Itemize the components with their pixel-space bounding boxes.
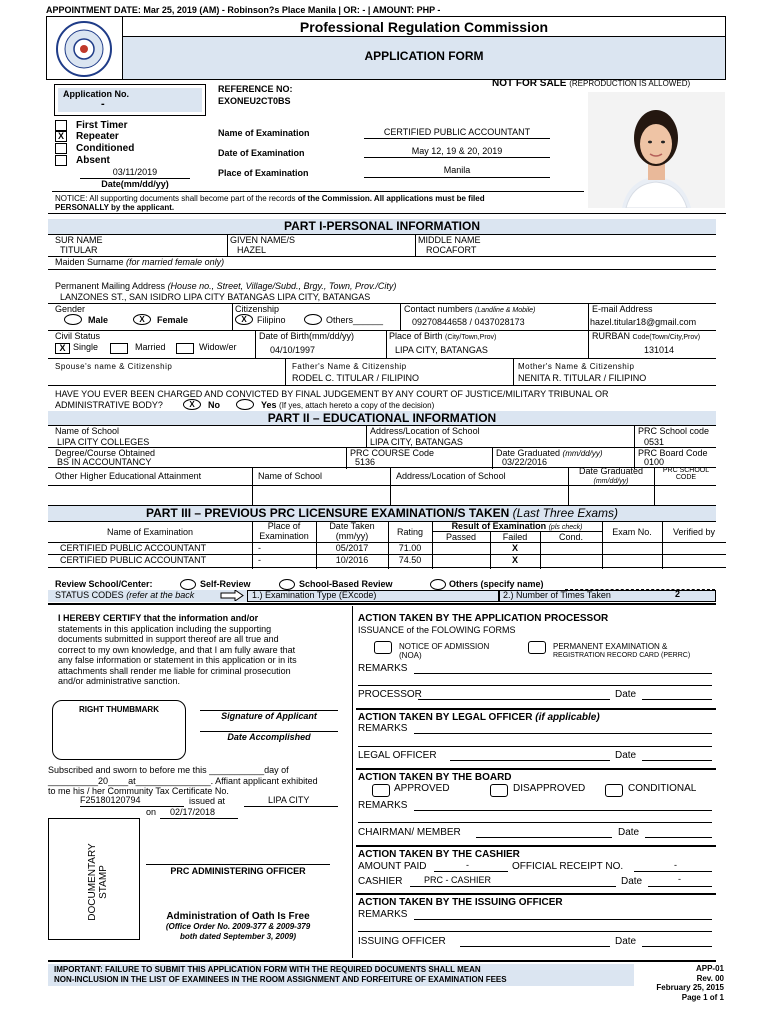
reference-value: EXONEU2CT0BS bbox=[218, 96, 291, 106]
school-address-label: Address/Location of School bbox=[370, 426, 480, 436]
not-for-sale-note: NOT FOR SALE (REPRODUCTION IS ALLOWED) bbox=[492, 78, 691, 89]
p3-row2-date: 10/2016 bbox=[335, 555, 369, 565]
appointment-line: APPOINTMENT DATE: Mar 25, 2019 (AM) - Robinson?s Place Manila | OR: - | AMOUNT: PHP - bbox=[46, 5, 441, 15]
other-education-label: Other Higher Educational Attainment bbox=[55, 471, 202, 481]
degree-value: BS IN ACCOUNTANCY bbox=[57, 457, 152, 467]
application-no-label: Application No. bbox=[63, 89, 129, 99]
official-receipt-label: OFFICIAL RECEIPT NO. bbox=[512, 861, 624, 872]
other-address-label: Address/Location of School bbox=[396, 471, 506, 481]
mailing-address-label: Permanent Mailing Address (House no., Street, Village/Subd., Brgy., Town, Prov./City) bbox=[55, 281, 397, 291]
amount-paid-value: - bbox=[466, 860, 469, 870]
citizenship-others-label: Others______ bbox=[326, 315, 384, 325]
arrow-right-icon bbox=[220, 590, 244, 601]
other-grad-label: Date Graduated (mm/dd/yy) bbox=[578, 466, 644, 485]
p3-header-date: Date Taken (mm/yy) bbox=[329, 521, 375, 541]
noa-checkbox[interactable] bbox=[374, 641, 392, 654]
issued-place: LIPA CITY bbox=[268, 795, 310, 805]
disapproved-checkbox[interactable] bbox=[490, 784, 508, 797]
p3-header-failed: Failed bbox=[502, 532, 528, 542]
rurban-value: 131014 bbox=[644, 345, 675, 355]
applicant-photo bbox=[588, 92, 725, 208]
civil-single-label: Single bbox=[73, 342, 99, 352]
repeater-label: Repeater bbox=[76, 131, 119, 142]
approved-label: APPROVED bbox=[394, 783, 450, 794]
dob-label: Date of Birth(mm/dd/yy) bbox=[259, 331, 355, 341]
other-school-code-label: PRC SCHOOL CODE bbox=[662, 467, 710, 481]
reference-label: REFERENCE NO: bbox=[218, 84, 293, 94]
gender-label: Gender bbox=[55, 304, 86, 314]
p3-header-place: Place of Examination bbox=[259, 521, 309, 541]
mailing-address-value: LANZONES ST., SAN ISIDRO LIPA CITY BATANGAS LIPA CITY, BATANGAS bbox=[60, 292, 371, 302]
charged-no-radio[interactable]: X bbox=[183, 399, 201, 410]
form-title: APPLICATION FORM bbox=[364, 49, 484, 63]
part3-title: PART III – PREVIOUS PRC LICENSURE EXAMINATION/S TAKEN (Last Three Exams) bbox=[48, 506, 716, 521]
prc-seal-icon bbox=[52, 20, 116, 78]
date-accomplished-label: Date Accomplished bbox=[227, 732, 311, 742]
processor-label: PROCESSOR bbox=[358, 689, 422, 700]
processor-remarks-label: REMARKS bbox=[358, 663, 408, 674]
exam-date-label: Date of Examination bbox=[218, 148, 305, 158]
gender-male-label: Male bbox=[88, 315, 109, 325]
perrc-label: PERMANENT EXAMINATION & REGISTRATION RECORD CARD (PERRC) bbox=[553, 642, 691, 659]
surname-value: TITULAR bbox=[60, 245, 98, 255]
p3-header-result: Result of Examination (pls check) bbox=[451, 521, 583, 531]
citizenship-filipino-radio[interactable]: X bbox=[235, 314, 253, 325]
cashier-date-label: Date bbox=[621, 876, 643, 887]
pob-value: LIPA CITY, BATANGAS bbox=[395, 345, 488, 355]
charged-no-label: No bbox=[208, 400, 220, 410]
p3-header-verified: Verified by bbox=[672, 527, 716, 537]
issuing-section-title: ACTION TAKEN BY THE ISSUING OFFICER bbox=[358, 897, 563, 908]
important-notice: IMPORTANT: FAILURE TO SUBMIT THIS APPLICATION FORM WITH THE REQUIRED DOCUMENTS SHALL MEAN NON-INCLUSION IN THE LIST OF EXAMINEES IN THE ROOM ASSIGNMENT AND FORFEITURE OF EXAMINATION FEES bbox=[54, 965, 507, 984]
cashier-date-value: - bbox=[678, 874, 681, 884]
application-no-value: - bbox=[101, 98, 105, 110]
on-date: 02/17/2018 bbox=[170, 807, 216, 817]
civil-married-label: Married bbox=[135, 342, 166, 352]
thumbmark-label: RIGHT THUMBMARK bbox=[79, 705, 159, 714]
chairman-label: CHAIRMAN/ MEMBER bbox=[358, 827, 461, 838]
course-code-label: PRC COURSE Code bbox=[350, 448, 435, 458]
mother-value: NENITA R. TITULAR / FILIPINO bbox=[518, 373, 647, 383]
issuing-date-label: Date bbox=[615, 936, 637, 947]
absent-label: Absent bbox=[76, 155, 110, 166]
conditioned-label: Conditioned bbox=[76, 143, 135, 154]
noa-label: NOTICE OF ADMISSION (NOA) bbox=[399, 642, 490, 660]
self-review-label: Self-Review bbox=[200, 579, 251, 589]
civil-single-checkbox[interactable]: X bbox=[55, 343, 70, 354]
father-label: Father's Name & Citizenship bbox=[292, 362, 407, 371]
charged-question-line2: ADMINISTRATIVE BODY? bbox=[55, 400, 163, 410]
administering-officer-label: PRC ADMINISTERING OFFICER bbox=[170, 866, 306, 876]
gender-female-radio[interactable]: X bbox=[133, 314, 151, 325]
other-school-label: Name of School bbox=[258, 471, 323, 481]
contact-label: Contact numbers (Landline & Mobile) bbox=[404, 304, 536, 314]
issued-at-label: issued at bbox=[189, 796, 226, 806]
notice-text: NOTICE: All supporting documents shall become part of the records of the Commission. All applications must be filed PERSONALLY by the applicant. bbox=[55, 194, 485, 212]
board-code-value: 0100 bbox=[644, 457, 665, 467]
on-label: on bbox=[146, 807, 157, 817]
mother-label: Mother's Name & Citizenship bbox=[518, 362, 635, 371]
date-filed-label: Date(mm/dd/yy) bbox=[101, 179, 169, 189]
board-code-label: PRC Board Code bbox=[638, 448, 708, 458]
amount-paid-label: AMOUNT PAID bbox=[358, 861, 427, 872]
p3-row1-failed: X bbox=[511, 543, 518, 553]
times-taken-value: 2 bbox=[675, 589, 681, 599]
charged-yes-radio[interactable] bbox=[236, 399, 254, 410]
ctc-number: F25180120794 bbox=[80, 795, 141, 805]
part1-title: PART I-PERSONAL INFORMATION bbox=[48, 219, 716, 234]
civil-married-checkbox[interactable] bbox=[110, 343, 128, 354]
given-name-value: HAZEL bbox=[237, 245, 267, 255]
office-order-note: (Office Order No. 2009-377 & 2009-379 both dated September 3, 2009) bbox=[165, 922, 311, 941]
status-codes-label: STATUS CODES (refer at the back bbox=[55, 590, 195, 600]
school-code-value: 0531 bbox=[644, 437, 665, 447]
part2-title: PART II – EDUCATIONAL INFORMATION bbox=[48, 411, 716, 425]
date-graduated-value: 03/22/2016 bbox=[502, 457, 548, 467]
surname-label: SUR NAME bbox=[55, 235, 103, 245]
email-value: hazel.titular18@gmail.com bbox=[590, 317, 697, 327]
cashier-value: PRC - CASHIER bbox=[424, 875, 492, 885]
legal-remarks-label: REMARKS bbox=[358, 723, 408, 734]
signature-label: Signature of Applicant bbox=[221, 711, 317, 721]
processor-section-title: ACTION TAKEN BY THE APPLICATION PROCESSOR bbox=[358, 613, 609, 624]
absent-checkbox[interactable] bbox=[55, 155, 67, 166]
exam-place-label: Place of Examination bbox=[218, 168, 309, 178]
p3-header-cond: Cond. bbox=[558, 532, 584, 542]
gender-male-radio[interactable] bbox=[64, 314, 82, 325]
issuance-label: ISSUANCE of the FOLOWING FORMS bbox=[358, 625, 516, 635]
self-review-radio[interactable] bbox=[180, 579, 196, 590]
cashier-section-title: ACTION TAKEN BY THE CASHIER bbox=[358, 849, 520, 860]
date-graduated-label: Date Graduated (mm/dd/yy) bbox=[496, 448, 603, 458]
civil-status-label: Civil Status bbox=[55, 331, 101, 341]
times-taken-label: 2.) Number of Times Taken bbox=[503, 590, 611, 600]
approved-checkbox[interactable] bbox=[372, 784, 390, 797]
others-review-radio[interactable] bbox=[430, 579, 446, 590]
official-receipt-value: - bbox=[674, 860, 677, 870]
commission-title: Professional Regulation Commission bbox=[299, 19, 549, 35]
p3-row1-place: - bbox=[258, 543, 261, 553]
pob-label: Place of Birth (City/Town,Prov) bbox=[389, 331, 497, 341]
processor-date-label: Date bbox=[615, 689, 637, 700]
citizenship-filipino-label: Filipino bbox=[257, 315, 286, 325]
chairman-date-label: Date bbox=[618, 827, 640, 838]
cashier-label: CASHIER bbox=[358, 876, 403, 887]
p3-row1-name: CERTIFIED PUBLIC ACCOUNTANT bbox=[60, 543, 207, 553]
form-code-block: APP-01 Rev. 00 February 25, 2015 Page 1 of 1 bbox=[656, 964, 724, 1002]
p3-header-passed: Passed bbox=[445, 532, 477, 542]
exam-date-value: May 12, 19 & 20, 2019 bbox=[411, 146, 503, 156]
issuing-officer-label: ISSUING OFFICER bbox=[358, 936, 446, 947]
conditional-checkbox[interactable] bbox=[605, 784, 623, 797]
certification-text: I HEREBY CERTIFY that the information and/or statements in this application including the supporting documents submitted in support thereof are all true and correct to my own knowledge, and that I am fully aware that any false information or statement in this application or in its attachments shall render me liable for criminal prosecution and/or administrative sanction. bbox=[58, 613, 297, 686]
civil-widow-label: Widow/er bbox=[199, 342, 237, 352]
p3-header-name: Name of Examination bbox=[106, 527, 194, 537]
middle-name-value: ROCAFORT bbox=[426, 245, 477, 255]
others-review-label: Others (specify name) bbox=[449, 579, 544, 589]
spouse-label: Spouse's name & Citizenship bbox=[55, 362, 173, 371]
degree-label: Degree/Course Obtained bbox=[55, 448, 156, 458]
school-label: Name of School bbox=[55, 426, 120, 436]
email-label: E-mail Address bbox=[592, 304, 653, 314]
legal-section-title: ACTION TAKEN BY LEGAL OFFICER (if applicable) bbox=[358, 712, 600, 723]
course-code-value: 5136 bbox=[355, 457, 376, 467]
p3-row1-rating: 71.00 bbox=[398, 543, 422, 553]
p3-row2-rating: 74.50 bbox=[398, 555, 422, 565]
gender-female-label: Female bbox=[157, 315, 189, 325]
first-timer-label: First Timer bbox=[76, 120, 128, 131]
dob-value: 04/10/1997 bbox=[270, 345, 316, 355]
board-remarks-label: REMARKS bbox=[358, 800, 408, 811]
conditional-label: CONDITIONAL bbox=[628, 783, 697, 794]
documentary-stamp-label: DOCUMENTARY STAMP bbox=[87, 843, 109, 921]
p3-row2-place: - bbox=[258, 555, 261, 565]
school-based-radio[interactable] bbox=[279, 579, 295, 590]
p3-row2-name: CERTIFIED PUBLIC ACCOUNTANT bbox=[60, 555, 207, 565]
exam-place-value: Manila bbox=[443, 165, 471, 175]
charged-yes-label: Yes (If yes, attach hereto a copy of the decision) bbox=[261, 400, 435, 410]
maiden-surname-label: Maiden Surname (for married female only) bbox=[55, 257, 225, 267]
school-based-label: School-Based Review bbox=[299, 579, 393, 589]
conditioned-checkbox[interactable] bbox=[55, 143, 67, 154]
exam-type-label: 1.) Examination Type (EXcode) bbox=[252, 590, 377, 600]
perrc-checkbox[interactable] bbox=[528, 641, 546, 654]
first-timer-checkbox[interactable] bbox=[55, 120, 67, 131]
date-filed-value: 03/11/2019 bbox=[112, 167, 158, 177]
sworn-text: Subscribed and sworn to before me this ___________day of __________20____at_______________. Affiant applicant exhibited to me his / her Community Tax Certificate No. bbox=[48, 765, 318, 796]
given-name-label: GIVEN NAME/S bbox=[230, 235, 296, 245]
legal-date-label: Date bbox=[615, 750, 637, 761]
citizenship-label: Citizenship bbox=[235, 304, 280, 314]
citizenship-others-radio[interactable] bbox=[304, 314, 322, 325]
p3-row2-failed: X bbox=[511, 555, 518, 565]
exam-name-label: Name of Examination bbox=[218, 128, 310, 138]
legal-officer-label: LEGAL OFFICER bbox=[358, 750, 437, 761]
oath-free-label: Administration of Oath Is Free bbox=[166, 911, 310, 922]
civil-widow-checkbox[interactable] bbox=[176, 343, 194, 354]
p3-header-exam-no: Exam No. bbox=[612, 527, 652, 537]
middle-name-label: MIDDLE NAME bbox=[418, 235, 481, 245]
rurban-label: RURBAN Code(Town/City,Prov) bbox=[592, 331, 701, 341]
contact-value: 09270844658 / 0437028173 bbox=[412, 317, 525, 327]
review-school-label: Review School/Center: bbox=[55, 579, 153, 589]
charged-question-line1: HAVE YOU EVER BEEN CHARGED AND CONVICTED BY FINAL JUDGEMENT BY ANY COURT OF JUSTICE/MILITARY TRIBUNAL OR bbox=[55, 389, 609, 399]
issuing-remarks-label: REMARKS bbox=[358, 909, 408, 920]
disapproved-label: DISAPPROVED bbox=[513, 783, 586, 794]
repeater-checkbox[interactable]: X bbox=[55, 131, 67, 142]
board-section-title: ACTION TAKEN BY THE BOARD bbox=[358, 772, 512, 783]
school-code-label: PRC School code bbox=[638, 426, 710, 436]
school-value: LIPA CITY COLLEGES bbox=[57, 437, 150, 447]
father-value: RODEL C. TITULAR / FILIPINO bbox=[292, 373, 420, 383]
exam-name-value: CERTIFIED PUBLIC ACCOUNTANT bbox=[383, 127, 531, 137]
school-address-value: LIPA CITY, BATANGAS bbox=[370, 437, 463, 447]
p3-row1-date: 05/2017 bbox=[335, 543, 369, 553]
p3-header-rating: Rating bbox=[396, 527, 423, 537]
